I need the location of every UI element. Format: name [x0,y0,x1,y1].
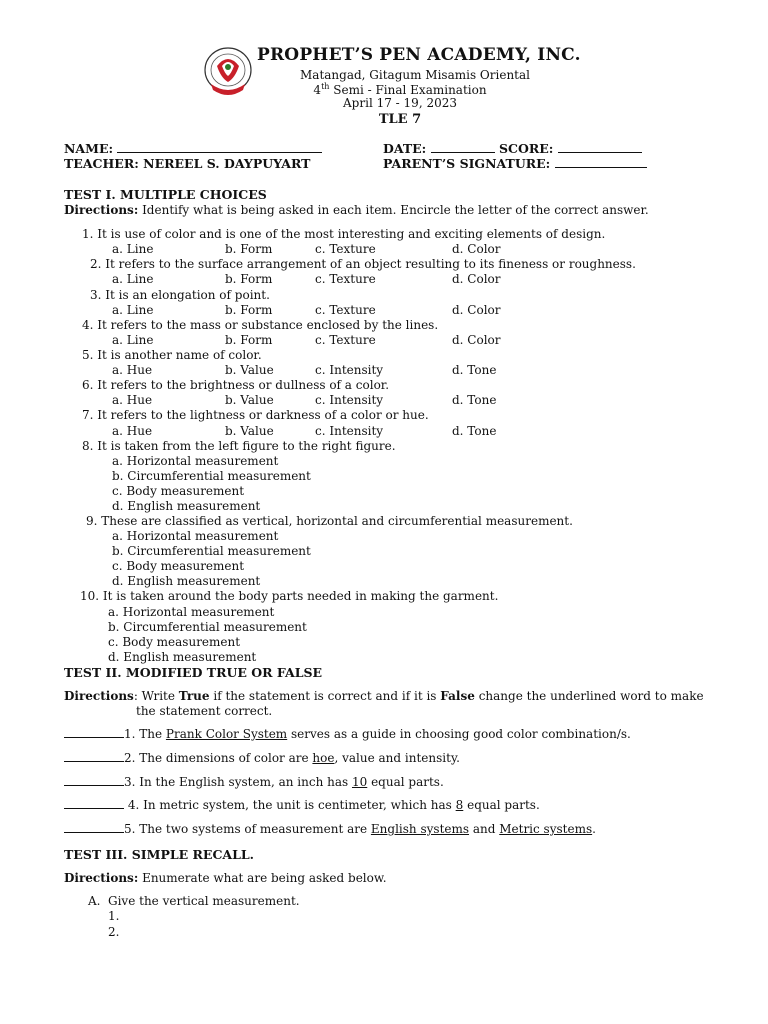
question-4: 4. It refers to the mass or substance enclosed by the lines. [82,318,439,332]
tf-item-5 [64,822,596,836]
exam-date: April 17 - 19, 2023 [343,96,457,110]
q6-option-a[interactable]: a. Hue [112,393,153,407]
test2-dir-true: True [178,689,210,703]
question-5: 5. It is another name of color. [82,348,262,362]
test1-title: TEST I. MULTIPLE CHOICES [64,187,267,202]
q4-option-c[interactable]: c. Texture [315,333,376,347]
question-3: 3. It is an elongation of point. [90,288,270,302]
date-blank[interactable] [431,142,495,153]
tf1-text-a: 1. The [124,727,166,741]
q1-option-d[interactable]: d. Color [452,242,501,256]
tf3-text-a: 3. In the English system, an inch has [124,775,352,789]
test2-directions-cont: the statement correct. [136,704,273,718]
recall-a-item-1: 1. [108,909,120,923]
tf3-underlined: 10 [351,775,368,789]
tf4-text-a: 4. In metric system, the unit is centimeter, which has [124,798,456,812]
parent-row [383,156,647,171]
question-9: 9. These are classified as vertical, horizontal and circumferential measurement. [86,514,573,528]
exam-suffix: th [321,82,330,91]
tf-item-4 [64,798,540,812]
q2-option-a[interactable]: a. Line [112,272,154,286]
tf3-text-b: equal parts. [367,775,444,789]
school-address: Matangad, Gitagum Misamis Oriental [300,68,530,82]
tf2-text-a: 2. The dimensions of color are [124,751,313,765]
q9-option-c[interactable]: c. Body measurement [112,559,245,573]
test3-directions [64,871,387,885]
recall-a-item-2: 2. [108,925,120,939]
q1-option-b[interactable]: b. Form [225,242,273,256]
test2-dir-2: if the statement is correct and if it is [209,689,441,703]
q2-option-b[interactable]: b. Form [225,272,273,286]
q6-option-b[interactable]: b. Value [225,393,274,407]
tf-answer-blank-5[interactable] [64,822,124,833]
q3-option-d[interactable]: d. Color [452,303,501,317]
q5-option-b[interactable]: b. Value [225,363,274,377]
recall-a-text: Give the vertical measurement. [108,894,300,908]
tf2-text-b: , value and intensity. [334,751,460,765]
test3-dir-text: Enumerate what are being asked below. [138,871,387,885]
name-row [64,141,322,156]
school-name: PROPHET’S PEN ACADEMY, INC. [257,45,581,65]
date-label: DATE: [383,141,427,156]
test2-title: TEST II. MODIFIED TRUE OR FALSE [64,665,323,680]
tf2-underlined: hoe [312,751,335,765]
test2-dir-label: Directions [64,689,134,703]
q10-option-b[interactable]: b. Circumferential measurement [108,620,307,634]
q6-option-d[interactable]: d. Tone [452,393,497,407]
test2-dir-1: : Write [133,689,179,703]
tf-answer-blank-2[interactable] [64,751,124,762]
question-1: 1. It is use of color and is one of the most interesting and exciting elements of design. [82,227,606,241]
q2-option-c[interactable]: c. Texture [315,272,376,286]
exam-number: 4 [313,83,322,97]
question-6: 6. It refers to the brightness or dullness of a color. [82,378,390,392]
q8-option-a[interactable]: a. Horizontal measurement [112,454,279,468]
tf1-text-b: serves as a guide in choosing good color combination/s. [287,727,631,741]
q3-option-c[interactable]: c. Texture [315,303,376,317]
recall-a-label: A. [88,894,101,908]
tf1-underlined: Prank Color System [165,727,288,741]
q7-option-c[interactable]: c. Intensity [315,424,384,438]
test1-dir-label: Directions: [64,203,139,217]
test2-dir-false: False [440,689,475,703]
question-8: 8. It is taken from the left figure to the right figure. [82,439,396,453]
tf5-underlined-1: English systems [370,822,470,836]
parent-label: PARENT’S SIGNATURE: [383,156,551,171]
test3-dir-label: Directions: [64,871,139,885]
score-label: SCORE: [499,141,554,156]
subject-title: TLE 7 [378,112,422,127]
q5-option-d[interactable]: d. Tone [452,363,497,377]
q7-option-a[interactable]: a. Hue [112,424,153,438]
q4-option-b[interactable]: b. Form [225,333,273,347]
tf5-text-b: . [592,822,596,836]
q3-option-b[interactable]: b. Form [225,303,273,317]
q8-option-b[interactable]: b. Circumferential measurement [112,469,311,483]
tf-item-1 [64,727,631,741]
q7-option-d[interactable]: d. Tone [452,424,497,438]
name-blank[interactable] [117,142,322,153]
tf-item-2 [64,751,460,765]
score-blank[interactable] [558,142,642,153]
tf5-text-mid: and [469,822,500,836]
tf4-text-b: equal parts. [463,798,540,812]
q1-option-a[interactable]: a. Line [112,242,154,256]
question-7: 7. It refers to the lightness or darkness of a color or hue. [82,408,429,422]
tf5-underlined-2: Metric systems [499,822,593,836]
test2-dir-3: change the underlined word to make [474,689,704,703]
tf-answer-blank-4[interactable] [64,798,124,809]
date-score-row [383,141,642,156]
q10-option-a[interactable]: a. Horizontal measurement [108,605,275,619]
tf4-underlined: 8 [455,798,464,812]
teacher-label: TEACHER: NEREEL S. DAYPUYART [64,156,311,171]
test1-directions [64,203,649,217]
q4-option-a[interactable]: a. Line [112,333,154,347]
q9-option-a[interactable]: a. Horizontal measurement [112,529,279,543]
test2-directions [64,689,704,703]
parent-blank[interactable] [555,157,647,168]
test1-dir-text: Identify what is being asked in each item. Encircle the letter of the correct answer. [138,203,649,217]
q2-option-d[interactable]: d. Color [452,272,501,286]
tf-answer-blank-3[interactable] [64,775,124,786]
exam-title [300,82,500,97]
tf-item-3 [64,775,444,789]
q5-option-a[interactable]: a. Hue [112,363,153,377]
tf5-text-a: 5. The two systems of measurement are [124,822,371,836]
q9-option-d[interactable]: d. English measurement [112,574,261,588]
q1-option-c[interactable]: c. Texture [315,242,376,256]
q9-option-b[interactable]: b. Circumferential measurement [112,544,311,558]
question-2: 2. It refers to the surface arrangement of an object resulting to its fineness or roughness. [90,257,636,271]
q10-option-d[interactable]: d. English measurement [108,650,257,664]
q4-option-d[interactable]: d. Color [452,333,501,347]
q3-option-a[interactable]: a. Line [112,303,154,317]
test3-title: TEST III. SIMPLE RECALL. [64,847,255,862]
q8-option-c[interactable]: c. Body measurement [112,484,245,498]
name-label: NAME: [64,141,114,156]
tf-answer-blank-1[interactable] [64,727,124,738]
question-10: 10. It is taken around the body parts needed in making the garment. [80,589,499,603]
q7-option-b[interactable]: b. Value [225,424,274,438]
q6-option-c[interactable]: c. Intensity [315,393,384,407]
q8-option-d[interactable]: d. English measurement [112,499,261,513]
exam-name: Semi - Final Examination [329,83,487,97]
q5-option-c[interactable]: c. Intensity [315,363,384,377]
school-logo [203,44,253,100]
q10-option-c[interactable]: c. Body measurement [108,635,241,649]
